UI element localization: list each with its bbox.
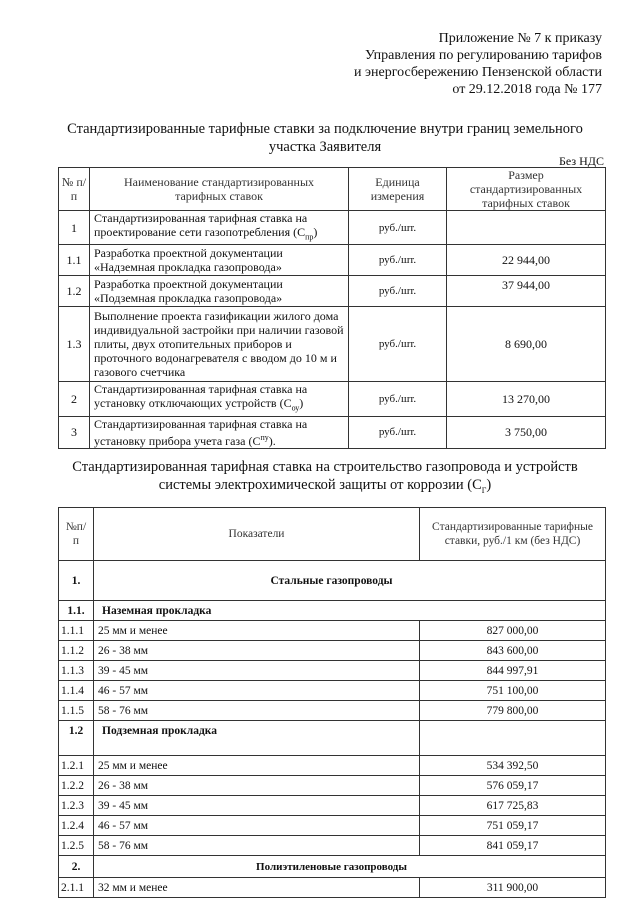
- row-num: 3: [59, 416, 90, 448]
- group-label: Подземная прокладка: [94, 721, 420, 756]
- row-num: 1.1.3: [59, 661, 94, 681]
- row-name: Стандартизированная тарифная ставка на установку прибора учета газа $(С^{пу})$.: [90, 416, 349, 448]
- table-row: [59, 382, 606, 416]
- section-num: 1.: [59, 561, 94, 601]
- row-value: 311 900,00: [420, 878, 606, 898]
- row-value: 22 944,00: [447, 245, 606, 276]
- table-row: [59, 701, 606, 721]
- row-name: 25 мм и менее: [94, 756, 420, 776]
- group-row: [59, 721, 606, 756]
- row-value: 8 690,00: [447, 307, 606, 382]
- table-row: [59, 641, 606, 661]
- row-value: [447, 211, 606, 245]
- empty-cell: [420, 721, 606, 756]
- header-name: Показатели: [94, 508, 420, 561]
- approval-line: от 29.12.2018 года № 177: [452, 82, 602, 97]
- table-row: [59, 211, 606, 245]
- row-unit: руб./шт.: [349, 382, 447, 416]
- row-unit: руб./шт.: [349, 276, 447, 307]
- row-num: 1: [59, 211, 90, 245]
- approval-line: и энергосбережению Пензенской области: [354, 65, 602, 80]
- table2-title: [30, 458, 620, 500]
- row-num: 1.1.1: [59, 621, 94, 641]
- row-num: 1.1: [59, 245, 90, 276]
- approval-line: Приложение № 7 к приказу: [438, 31, 602, 46]
- row-name: Разработка проектной документации «Подземная прокладка газопровода»: [90, 276, 349, 307]
- table-row: [59, 621, 606, 641]
- approval-block: [354, 30, 602, 98]
- row-name: 26 - 38 мм: [94, 776, 420, 796]
- section-label: Полиэтиленовые газопроводы: [94, 856, 606, 878]
- row-value: 3 750,00: [447, 416, 606, 448]
- row-num: 1.3: [59, 307, 90, 382]
- row-name: 58 - 76 мм: [94, 836, 420, 856]
- row-num: 1.2.3: [59, 796, 94, 816]
- row-name: 58 - 76 мм: [94, 701, 420, 721]
- row-value: 751 059,17: [420, 816, 606, 836]
- vat-note: Без НДС: [559, 154, 604, 168]
- row-value: 37 944,00: [447, 276, 606, 307]
- row-value: 13 270,00: [447, 382, 606, 416]
- row-name: 39 - 45 мм: [94, 796, 420, 816]
- title-line: участка Заявителя: [268, 139, 382, 155]
- row-value: 617 725,83: [420, 796, 606, 816]
- table-row: [59, 776, 606, 796]
- row-value: 751 100,00: [420, 681, 606, 701]
- row-unit: руб./шт.: [349, 307, 447, 382]
- section-row: [59, 561, 606, 601]
- row-name: Выполнение проекта газификации жилого дома индивидуальной застройки при наличии газовой плиты, двух отопительных приборов и проточного водонагревателя с вводом до 10 м и газового счетчика: [90, 307, 349, 382]
- connection-rates-table: [58, 167, 606, 449]
- row-num: 2: [59, 382, 90, 416]
- row-num: 1.2.5: [59, 836, 94, 856]
- header-name: Наименование стандартизированных тарифных ставок: [90, 168, 349, 211]
- row-value: 534 392,50: [420, 756, 606, 776]
- title-line: Стандартизированная тарифная ставка на строительство газопровода и устройств: [72, 459, 578, 475]
- section-num: 2.: [59, 856, 94, 878]
- table-header-row: [59, 508, 606, 561]
- section-label: Стальные газопроводы: [94, 561, 606, 601]
- row-num: 2.1.1: [59, 878, 94, 898]
- header-value: Стандартизированные тарифные ставки, руб./1 км (без НДС): [420, 508, 606, 561]
- row-num: 1.1.5: [59, 701, 94, 721]
- row-name: 46 - 57 мм: [94, 681, 420, 701]
- row-unit: руб./шт.: [349, 416, 447, 448]
- row-name: Стандартизированная тарифная ставка на проектирование сети газопотребления $(С_{пр})$: [90, 211, 349, 245]
- row-num: 1.1.4: [59, 681, 94, 701]
- row-num: 1.1.2: [59, 641, 94, 661]
- row-name: Разработка проектной документации «Надземная прокладка газопровода»: [90, 245, 349, 276]
- header-value: Размер стандартизированных тарифных ставок: [447, 168, 606, 211]
- row-unit: руб./шт.: [349, 245, 447, 276]
- table-row: [59, 661, 606, 681]
- table-row: [59, 756, 606, 776]
- row-unit: руб./шт.: [349, 211, 447, 245]
- row-name: 46 - 57 мм: [94, 816, 420, 836]
- row-name: 32 мм и менее: [94, 878, 420, 898]
- row-name: 39 - 45 мм: [94, 661, 420, 681]
- row-num: 1.2: [59, 276, 90, 307]
- table-header-row: [59, 168, 606, 211]
- table-row: [59, 416, 606, 448]
- row-value: 843 600,00: [420, 641, 606, 661]
- header-unit: Единица измерения: [349, 168, 447, 211]
- approval-line: Управления по регулированию тарифов: [364, 48, 602, 63]
- group-num: 1.2: [59, 721, 94, 756]
- table-row: [59, 836, 606, 856]
- table-row: [59, 878, 606, 898]
- row-num: 1.2.1: [59, 756, 94, 776]
- header-num: № п/п: [59, 168, 90, 211]
- table-row: [59, 245, 606, 276]
- row-name: 25 мм и менее: [94, 621, 420, 641]
- table-row: [59, 681, 606, 701]
- row-name: 26 - 38 мм: [94, 641, 420, 661]
- row-num: 1.2.4: [59, 816, 94, 836]
- title-line: системы электрохимической защиты от коррозии $(С_Г)$: [158, 477, 492, 495]
- title-line: Стандартизированные тарифные ставки за подключение внутри границ земельного: [67, 121, 583, 137]
- group-num: 1.1.: [59, 601, 94, 621]
- group-label: Наземная прокладка: [94, 601, 606, 621]
- header-num: №п/п: [59, 508, 94, 561]
- table1-title: [30, 120, 620, 156]
- section-row: [59, 856, 606, 878]
- table-row: [59, 307, 606, 382]
- table-row: [59, 796, 606, 816]
- table-row: [59, 276, 606, 307]
- row-value: 844 997,91: [420, 661, 606, 681]
- row-value: 841 059,17: [420, 836, 606, 856]
- row-num: 1.2.2: [59, 776, 94, 796]
- pipeline-rates-table: [58, 507, 606, 898]
- row-value: 827 000,00: [420, 621, 606, 641]
- row-value: 576 059,17: [420, 776, 606, 796]
- table-row: [59, 816, 606, 836]
- group-row: [59, 601, 606, 621]
- row-name: Стандартизированная тарифная ставка на установку отключающих устройств $(С_{оу})$: [90, 382, 349, 416]
- row-value: 779 800,00: [420, 701, 606, 721]
